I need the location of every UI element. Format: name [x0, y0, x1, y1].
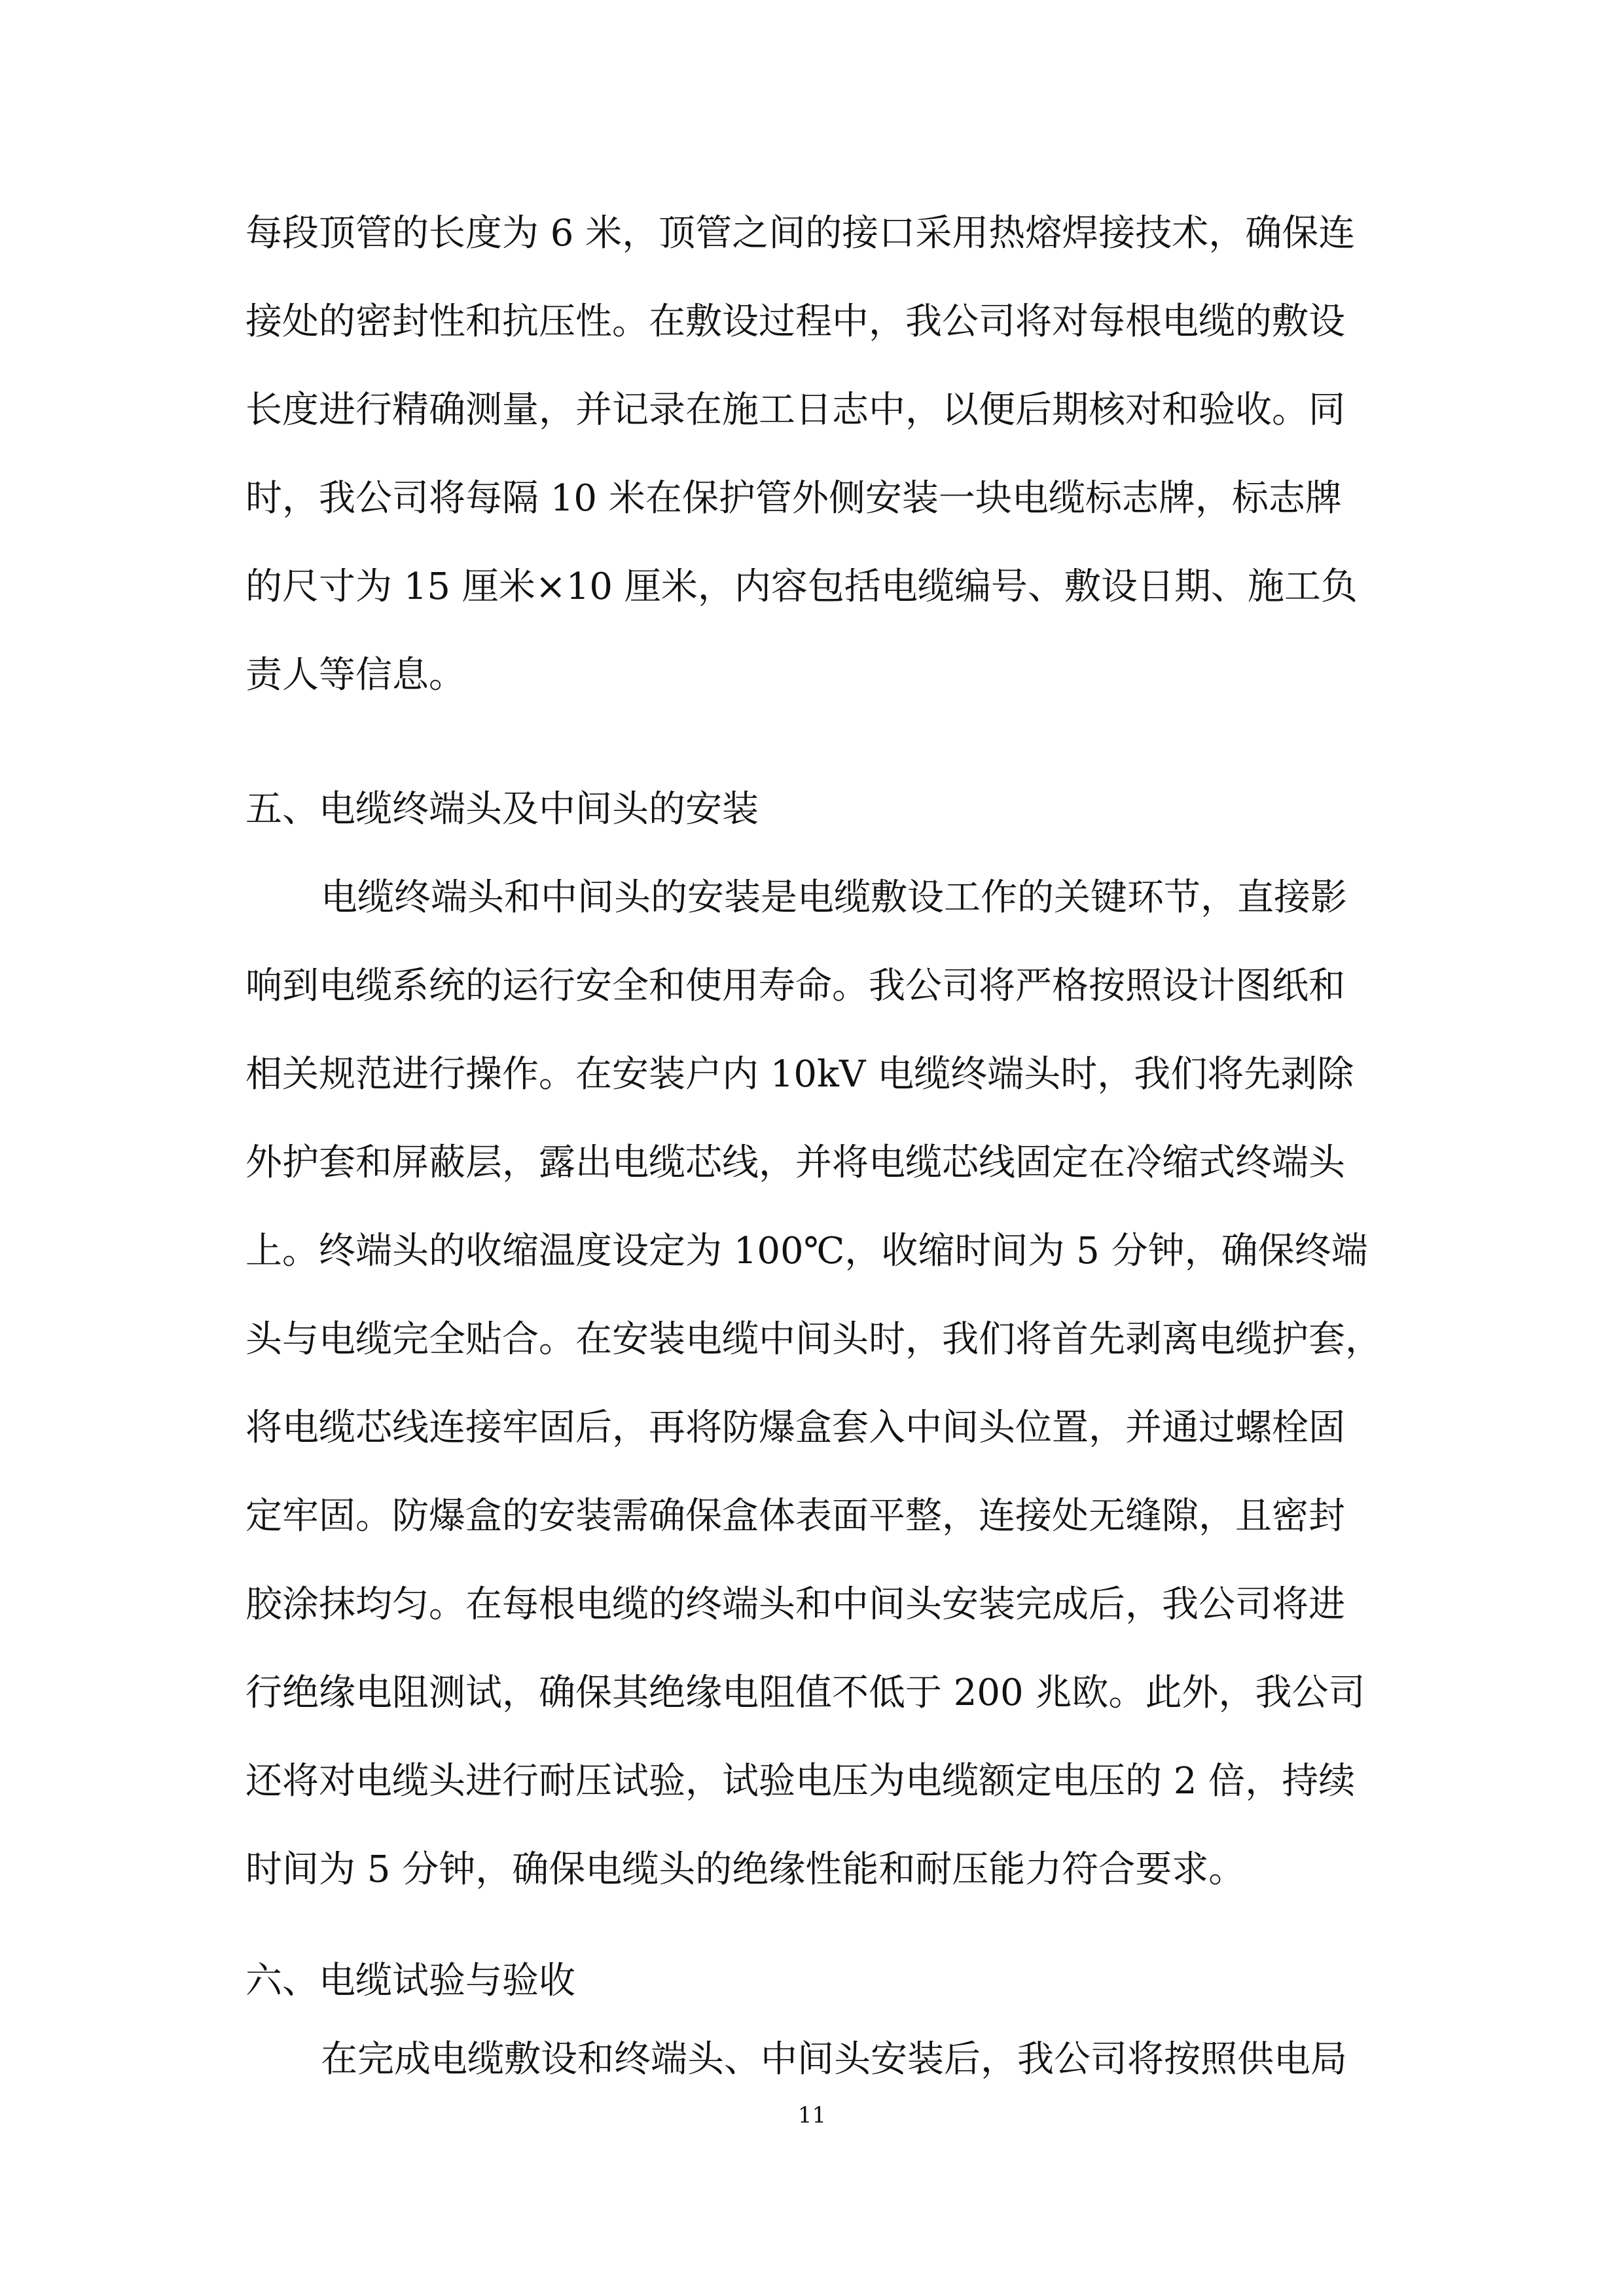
paragraph-line: 责人等信息。	[245, 654, 465, 696]
paragraph-line: 胶涂抹均匀。在每根电缆的终端头和中间头安装完成后，我公司将进	[245, 1583, 1345, 1626]
paragraph-line: 行绝缘电阻测试，确保其绝缘电阻值不低于 200 兆欧。此外，我公司	[245, 1672, 1365, 1714]
paragraph-line: 接处的密封性和抗压性。在敷设过程中，我公司将对每根电缆的敷设	[245, 300, 1345, 343]
paragraph-line: 电缆终端头和中间头的安装是电缆敷设工作的关键环节，直接影	[321, 876, 1347, 919]
paragraph-line: 响到电缆系统的运行安全和使用寿命。我公司将严格按照设计图纸和	[245, 965, 1345, 1007]
section-heading: 六、电缆试验与验收	[245, 1960, 575, 2002]
paragraph-line: 外护套和屏蔽层，露出电缆芯线，并将电缆芯线固定在冷缩式终端头	[245, 1141, 1345, 1184]
paragraph-line: 每段顶管的长度为 6 米，顶管之间的接口采用热熔焊接技术，确保连	[245, 212, 1356, 255]
paragraph-line: 时间为 5 分钟，确保电缆头的绝缘性能和耐压能力符合要求。	[245, 1848, 1246, 1891]
page-number: 11	[797, 2102, 827, 2128]
paragraph-line: 在完成电缆敷设和终端头、中间头安装后，我公司将按照供电局	[321, 2038, 1347, 2081]
paragraph-line: 上。终端头的收缩温度设定为 100℃，收缩时间为 5 分钟，确保终端	[245, 1230, 1368, 1272]
paragraph-line: 长度进行精确测量，并记录在施工日志中，以便后期核对和验收。同	[245, 389, 1345, 431]
paragraph-line: 定牢固。防爆盒的安装需确保盒体表面平整，连接处无缝隙，且密封	[245, 1495, 1345, 1537]
paragraph-line: 头与电缆完全贴合。在安装电缆中间头时，我们将首先剥离电缆护套，	[245, 1318, 1382, 1361]
section-heading: 五、电缆终端头及中间头的安装	[245, 788, 759, 831]
paragraph-line: 的尺寸为 15 厘米×10 厘米，内容包括电缆编号、敷设日期、施工负	[245, 565, 1358, 608]
paragraph-line: 时，我公司将每隔 10 米在保护管外侧安装一块电缆标志牌，标志牌	[245, 477, 1342, 520]
paragraph-line: 相关规范进行操作。在安装户内 10kV 电缆终端头时，我们将先剥除	[245, 1053, 1354, 1096]
paragraph-line: 将电缆芯线连接牢固后，再将防爆盒套入中间头位置，并通过螺栓固	[245, 1407, 1345, 1449]
paragraph-line: 还将对电缆头进行耐压试验，试验电压为电缆额定电压的 2 倍，持续	[245, 1760, 1356, 1803]
